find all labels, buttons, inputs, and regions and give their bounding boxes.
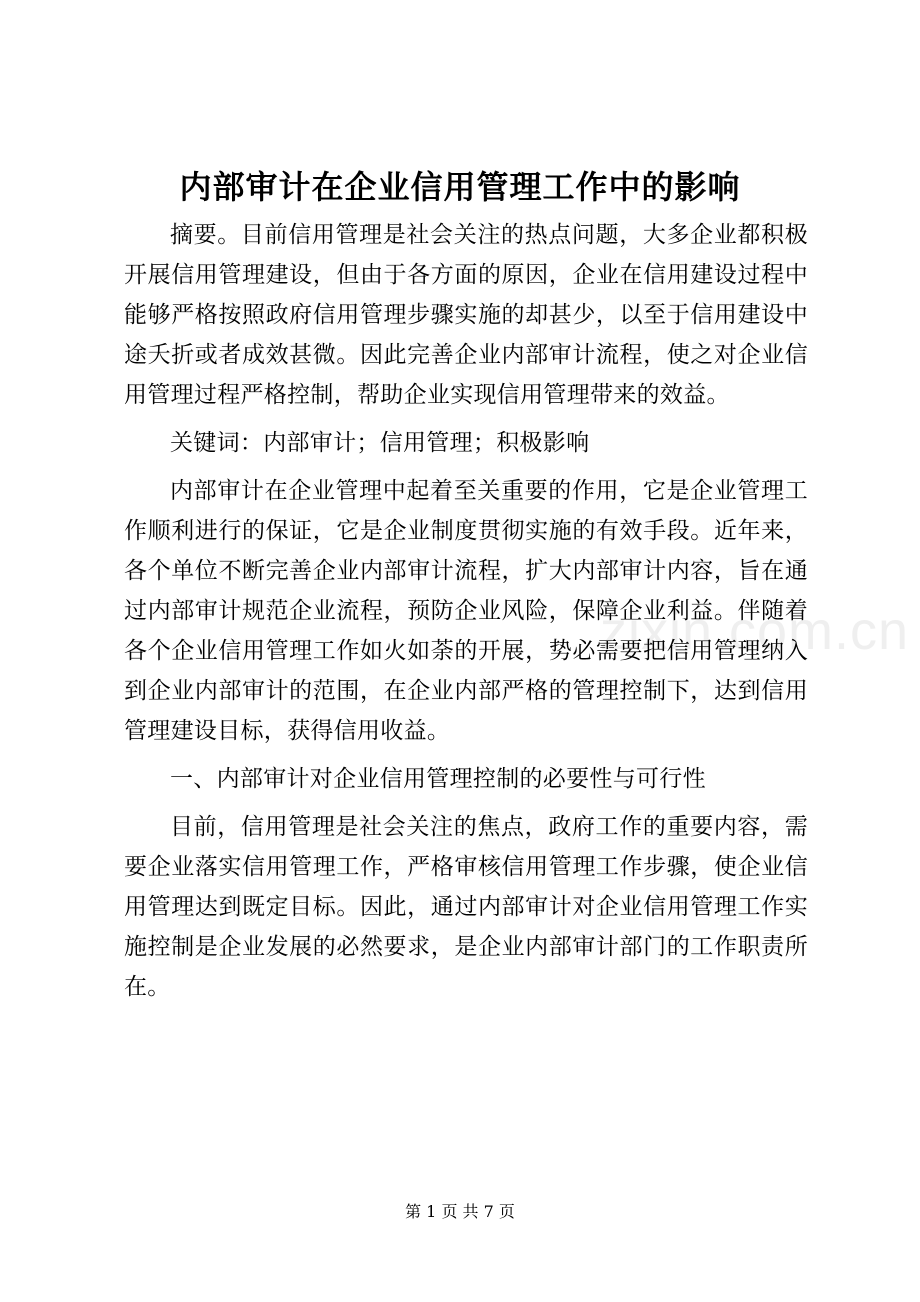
document-title: 内部审计在企业信用管理工作中的影响 [179, 168, 741, 206]
page-footer: 第 1 页 共 7 页 [405, 1202, 515, 1221]
document-body [124, 215, 808, 1007]
watermark: zixin.com.cn [600, 601, 910, 661]
intro-paragraph: 内部审计在企业管理中起着至关重要的作用，它是企业管理工作顺利进行的保证，它是企业制度贯彻实施的有效手段。近年来，各个单位不断完善企业内部审计流程，扩大内部审计内容，旨在通过内部审计规范企业流程，预防企业风险，保障企业利益。伴随着各个企业信用管理工作如火如荼的开展，势必需要把信用管理纳入到企业内部审计的范围，在企业内部严格的管理控制下，达到信用管理建设目标，获得信用收益。 [124, 478, 808, 744]
section-heading: 一、内部审计对企业信用管理控制的必要性与可行性 [170, 766, 706, 792]
keywords-paragraph: 关键词：内部审计；信用管理；积极影响 [170, 430, 590, 456]
section-paragraph: 目前，信用管理是社会关注的焦点，政府工作的重要内容，需要企业落实信用管理工作，严格审核信用管理工作步骤，使企业信用管理达到既定目标。因此，通过内部审计对企业信用管理工作实施控制是企业发展的必然要求，是企业内部审计部门的工作职责所在。 [124, 814, 808, 1000]
abstract-paragraph: 摘要。目前信用管理是社会关注的热点问题，大多企业都积极开展信用管理建设，但由于各方面的原因，企业在信用建设过程中能够严格按照政府信用管理步骤实施的却甚少，以至于信用建设中途夭折或者成效甚微。因此完善企业内部审计流程，使之对企业信用管理过程严格控制，帮助企业实现信用管理带来的效益。 [124, 222, 808, 408]
